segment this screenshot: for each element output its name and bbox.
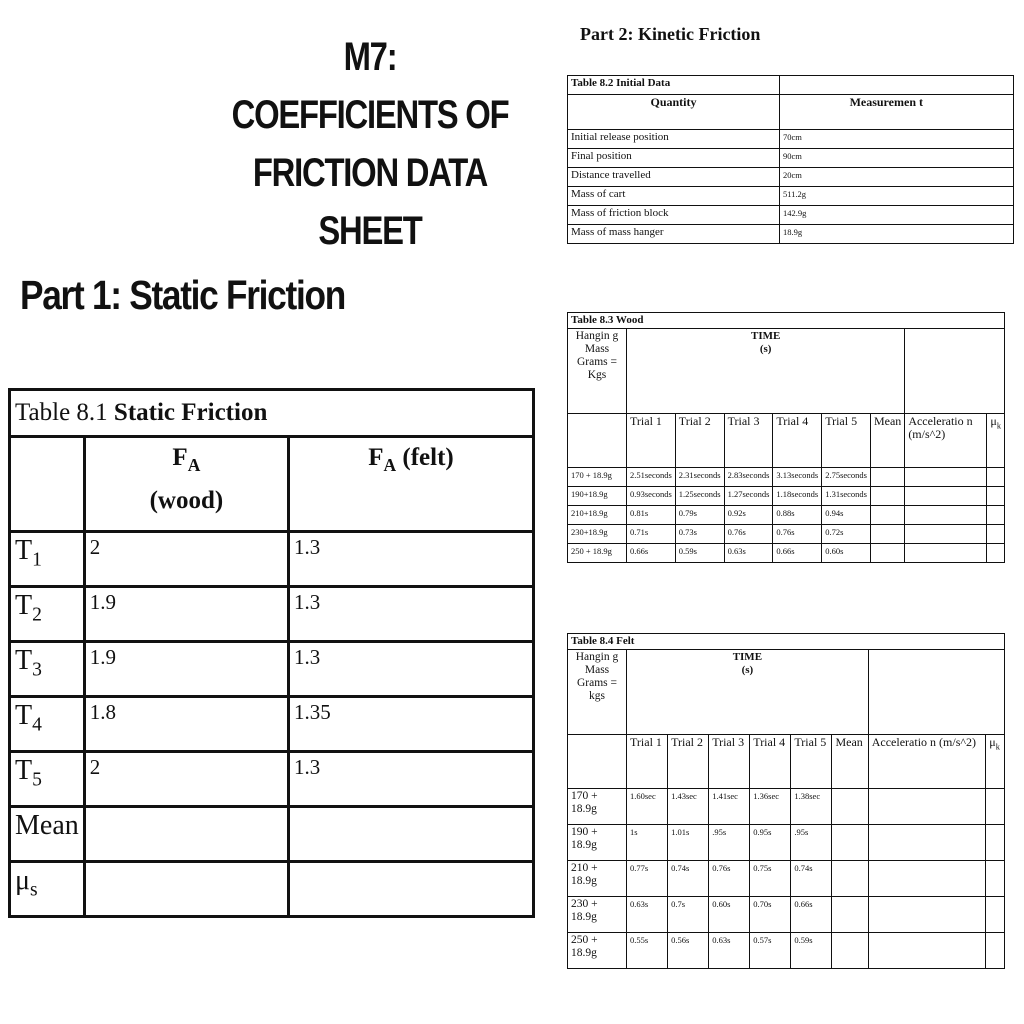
acceleration-cell: [905, 525, 987, 544]
table82-row: [568, 149, 1014, 168]
trial-time-cell: 0.75s: [750, 861, 791, 897]
table81-row: [10, 697, 534, 752]
mean-cell: [832, 789, 868, 825]
table83-row: [568, 544, 1005, 563]
quantity-cell: Mass of cart: [568, 187, 780, 206]
trial-time-cell: 0.66s: [627, 544, 676, 563]
table82-row: [568, 168, 1014, 187]
wood-force-cell: [84, 862, 288, 917]
trial-time-cell: 0.74s: [668, 861, 709, 897]
table81-row: [10, 587, 534, 642]
trial-time-cell: 1.25seconds: [675, 487, 724, 506]
wood-force-cell: 2: [84, 752, 288, 807]
table84-blank: [868, 650, 1004, 735]
static-friction-table: [8, 388, 535, 918]
felt-force-cell: 1.35: [289, 697, 534, 752]
trial-time-cell: 0.93seconds: [627, 487, 676, 506]
mean-cell: [832, 897, 868, 933]
acceleration-cell: [905, 487, 987, 506]
table81-row: [10, 807, 534, 862]
felt-force-cell: [289, 807, 534, 862]
trial-time-cell: 0.72s: [822, 525, 871, 544]
trial-time-cell: 0.79s: [675, 506, 724, 525]
table84-col-header: $\mu_k$: [986, 735, 1005, 789]
mean-cell: [832, 861, 868, 897]
part1-heading: Part 1: Static Friction: [20, 272, 345, 318]
part2-heading: Part 2: Kinetic Friction: [580, 24, 761, 44]
row-label: $T_5$: [10, 752, 85, 807]
table81-corner: [10, 437, 85, 532]
trial-time-cell: 0.63s: [709, 933, 750, 969]
table84-col-header: Trial 3: [709, 735, 750, 789]
header-fa-felt: $F_A$ (felt): [289, 437, 534, 532]
trial-time-cell: 1.31seconds: [822, 487, 871, 506]
trial-time-cell: 1.27seconds: [724, 487, 773, 506]
hanging-mass-cell: 170 + 18.9g: [568, 789, 627, 825]
trial-time-cell: 0.95s: [750, 825, 791, 861]
table84-row: [568, 897, 1005, 933]
table84-row: [568, 933, 1005, 969]
trial-time-cell: 0.92s: [724, 506, 773, 525]
wood-force-cell: 2: [84, 532, 288, 587]
table82-row: [568, 187, 1014, 206]
mu-k-cell: [986, 861, 1005, 897]
table83-col-header: Trial 2: [675, 414, 724, 468]
trial-time-cell: 0.81s: [627, 506, 676, 525]
quantity-cell: Final position: [568, 149, 780, 168]
trial-time-cell: 1.41sec: [709, 789, 750, 825]
table83-mass-header: Hangin g Mass Grams = Kgs: [568, 329, 627, 414]
table81-row: [10, 642, 534, 697]
table83-col-header: Trial 5: [822, 414, 871, 468]
mu-k-cell: [986, 933, 1005, 969]
table84-mass-header: Hangin g Mass Grams = kgs: [568, 650, 627, 735]
row-label: $T_1$: [10, 532, 85, 587]
table81-row: [10, 862, 534, 917]
table83-cols-blank: [568, 414, 627, 468]
trial-time-cell: 0.73s: [675, 525, 724, 544]
mean-cell: [870, 544, 904, 563]
table84-cols-blank: [568, 735, 627, 789]
hanging-mass-cell: 250 + 18.9g: [568, 933, 627, 969]
mu-k-cell: [986, 789, 1005, 825]
trial-time-cell: 0.7s: [668, 897, 709, 933]
table83-caption: Table 8.3 Wood: [568, 313, 1005, 329]
mu-k-cell: [987, 506, 1005, 525]
trial-time-cell: 0.63s: [627, 897, 668, 933]
table83-col-header: Trial 1: [627, 414, 676, 468]
acceleration-cell: [868, 825, 986, 861]
table81-caption: Table 8.1 Static Friction: [10, 390, 534, 437]
table81-row: [10, 532, 534, 587]
acceleration-cell: [868, 861, 986, 897]
acceleration-cell: [905, 506, 987, 525]
quantity-cell: Distance travelled: [568, 168, 780, 187]
trial-time-cell: 0.94s: [822, 506, 871, 525]
trial-time-cell: 0.59s: [791, 933, 832, 969]
hanging-mass-cell: 190+18.9g: [568, 487, 627, 506]
page-title: M7: COEFFICIENTS OF FRICTION DATA SHEET: [231, 35, 509, 253]
trial-time-cell: 0.66s: [773, 544, 822, 563]
quantity-cell: Mass of friction block: [568, 206, 780, 225]
trial-time-cell: .95s: [791, 825, 832, 861]
trial-time-cell: 0.57s: [750, 933, 791, 969]
trial-time-cell: 1.43sec: [668, 789, 709, 825]
table83-blank: [905, 329, 1005, 414]
row-label: $T_3$: [10, 642, 85, 697]
trial-time-cell: 0.70s: [750, 897, 791, 933]
mu-k-cell: [987, 468, 1005, 487]
wood-kinetic-table: [567, 312, 1005, 563]
table81-row: [10, 752, 534, 807]
mean-cell: [870, 487, 904, 506]
table82-row: [568, 225, 1014, 244]
trial-time-cell: 0.56s: [668, 933, 709, 969]
wood-force-cell: [84, 807, 288, 862]
mu-k-cell: [987, 487, 1005, 506]
felt-force-cell: 1.3: [289, 587, 534, 642]
table82-caption-blank: [780, 76, 1014, 95]
table83-row: [568, 468, 1005, 487]
row-label: $T_4$: [10, 697, 85, 752]
table84-col-header: Trial 2: [668, 735, 709, 789]
trial-time-cell: 2.75seconds: [822, 468, 871, 487]
acceleration-cell: [868, 933, 986, 969]
hanging-mass-cell: 170 + 18.9g: [568, 468, 627, 487]
table83-row: [568, 525, 1005, 544]
trial-time-cell: .95s: [709, 825, 750, 861]
table83-col-header: Mean: [870, 414, 904, 468]
table83-row: [568, 487, 1005, 506]
trial-time-cell: 0.71s: [627, 525, 676, 544]
measurement-cell: 18.9g: [780, 225, 1014, 244]
trial-time-cell: 1.18seconds: [773, 487, 822, 506]
hanging-mass-cell: 190 + 18.9g: [568, 825, 627, 861]
trial-time-cell: 2.83seconds: [724, 468, 773, 487]
trial-time-cell: 2.51seconds: [627, 468, 676, 487]
mu-k-cell: [987, 544, 1005, 563]
row-label: $\mu_s$: [10, 862, 85, 917]
trial-time-cell: 1.38sec: [791, 789, 832, 825]
table83-col-header: Trial 4: [773, 414, 822, 468]
mean-cell: [832, 933, 868, 969]
trial-time-cell: 1.01s: [668, 825, 709, 861]
trial-time-cell: 0.88s: [773, 506, 822, 525]
table84-caption: Table 8.4 Felt: [568, 634, 1005, 650]
trial-time-cell: 0.59s: [675, 544, 724, 563]
hanging-mass-cell: 210 + 18.9g: [568, 861, 627, 897]
hanging-mass-cell: 230+18.9g: [568, 525, 627, 544]
acceleration-cell: [868, 789, 986, 825]
table84-col-header: Trial 5: [791, 735, 832, 789]
trial-time-cell: 0.76s: [709, 861, 750, 897]
hanging-mass-cell: 230 + 18.9g: [568, 897, 627, 933]
quantity-cell: Mass of mass hanger: [568, 225, 780, 244]
trial-time-cell: 0.76s: [773, 525, 822, 544]
wood-force-cell: 1.9: [84, 642, 288, 697]
hanging-mass-cell: 250 + 18.9g: [568, 544, 627, 563]
table83-row: [568, 506, 1005, 525]
trial-time-cell: 1s: [627, 825, 668, 861]
mu-k-cell: [986, 825, 1005, 861]
quantity-cell: Initial release position: [568, 130, 780, 149]
trial-time-cell: 1.36sec: [750, 789, 791, 825]
table84-row: [568, 825, 1005, 861]
table82-caption: Table 8.2 Initial Data: [568, 76, 780, 95]
felt-force-cell: 1.3: [289, 642, 534, 697]
trial-time-cell: 0.66s: [791, 897, 832, 933]
trial-time-cell: 0.76s: [724, 525, 773, 544]
mean-cell: [870, 506, 904, 525]
trial-time-cell: 2.31seconds: [675, 468, 724, 487]
measurement-cell: 20cm: [780, 168, 1014, 187]
row-label: $T_2$: [10, 587, 85, 642]
mean-cell: [870, 525, 904, 544]
table84-time-header: TIME (s): [627, 650, 869, 735]
table82-row: [568, 130, 1014, 149]
table84-col-header: Trial 4: [750, 735, 791, 789]
trial-time-cell: 0.74s: [791, 861, 832, 897]
table82-col-measurement: Measuremen t: [780, 95, 1014, 130]
header-fa-wood: $F_A$ (wood): [84, 437, 288, 532]
trial-time-cell: 0.77s: [627, 861, 668, 897]
felt-force-cell: 1.3: [289, 752, 534, 807]
table83-col-header: $\mu_k$: [987, 414, 1005, 468]
measurement-cell: 90cm: [780, 149, 1014, 168]
measurement-cell: 70cm: [780, 130, 1014, 149]
trial-time-cell: 3.13seconds: [773, 468, 822, 487]
table82-col-quantity: Quantity: [568, 95, 780, 130]
table84-col-header: Acceleratio n (m/s^2): [868, 735, 986, 789]
initial-data-table: [567, 75, 1014, 244]
mean-cell: [832, 825, 868, 861]
trial-time-cell: 0.55s: [627, 933, 668, 969]
trial-time-cell: 0.60s: [709, 897, 750, 933]
acceleration-cell: [868, 897, 986, 933]
table83-time-header: TIME (s): [627, 329, 905, 414]
acceleration-cell: [905, 544, 987, 563]
mu-k-cell: [986, 897, 1005, 933]
trial-time-cell: 0.63s: [724, 544, 773, 563]
table84-col-header: Mean: [832, 735, 868, 789]
trial-time-cell: 0.60s: [822, 544, 871, 563]
table84-row: [568, 789, 1005, 825]
row-label: Mean: [10, 807, 85, 862]
table84-row: [568, 861, 1005, 897]
hanging-mass-cell: 210+18.9g: [568, 506, 627, 525]
table83-col-header: Acceleratio n (m/s^2): [905, 414, 987, 468]
felt-force-cell: 1.3: [289, 532, 534, 587]
mu-k-cell: [987, 525, 1005, 544]
wood-force-cell: 1.9: [84, 587, 288, 642]
felt-force-cell: [289, 862, 534, 917]
felt-kinetic-table: [567, 633, 1005, 969]
acceleration-cell: [905, 468, 987, 487]
measurement-cell: 511.2g: [780, 187, 1014, 206]
measurement-cell: 142.9g: [780, 206, 1014, 225]
trial-time-cell: 1.60sec: [627, 789, 668, 825]
table82-row: [568, 206, 1014, 225]
wood-force-cell: 1.8: [84, 697, 288, 752]
mean-cell: [870, 468, 904, 487]
table84-col-header: Trial 1: [627, 735, 668, 789]
table83-col-header: Trial 3: [724, 414, 773, 468]
